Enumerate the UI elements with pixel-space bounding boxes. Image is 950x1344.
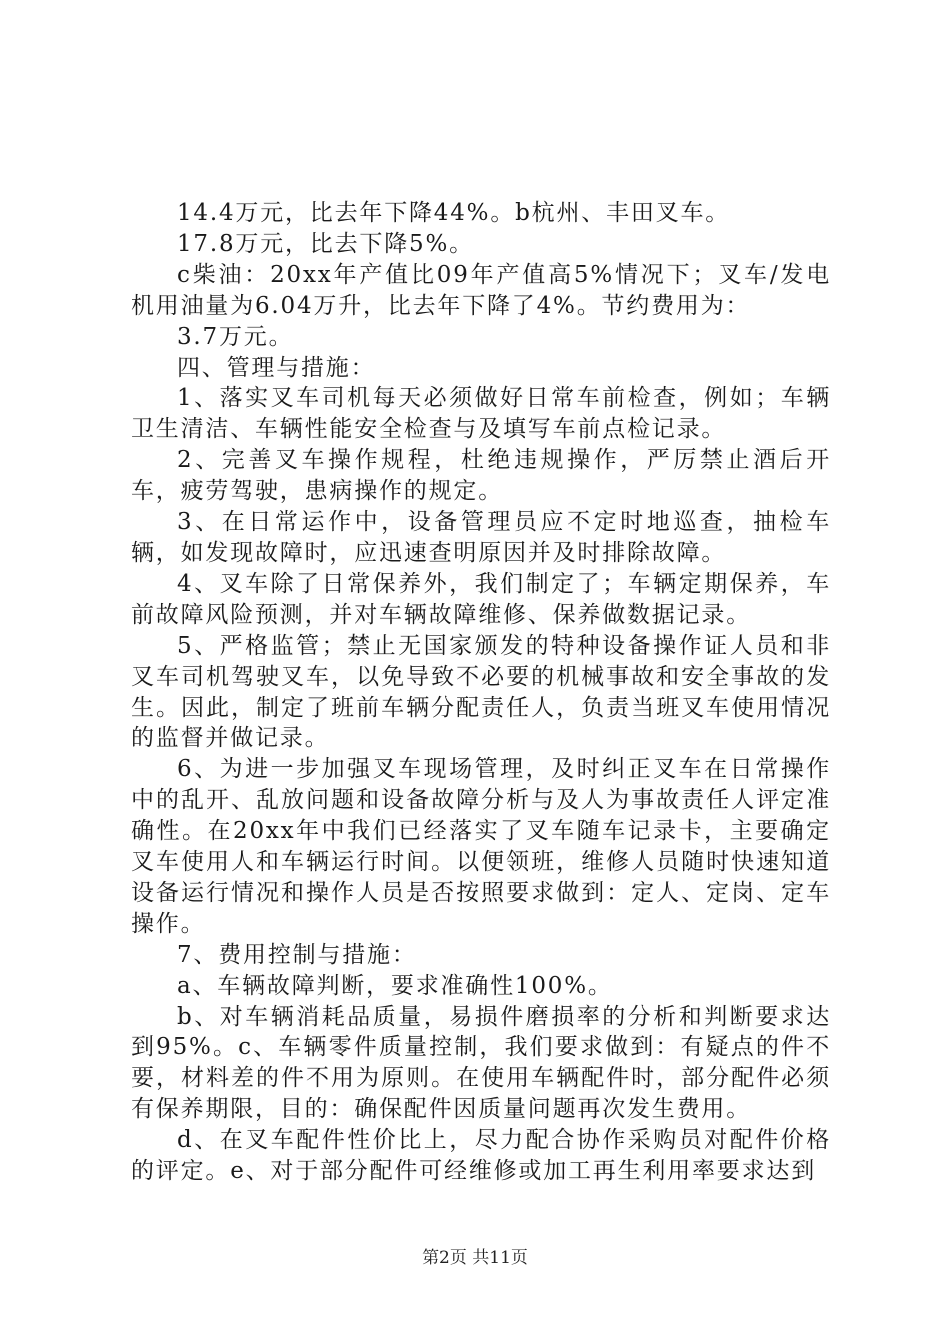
paragraph: 7、费用控制与措施： <box>177 941 417 968</box>
page-footer: 第2页 共11页 <box>422 1248 528 1268</box>
paragraph: b、对车辆消耗品质量，易损件磨损率的分析和判断要求达到95%。c、车辆零件质量控制，我们要求做到：有疑点的件不要，材料差的件不用为原则。在使用车辆配件时，部分配件必须有保养期限，目的：确保配件因质量问题再次发生费用。 <box>131 1003 831 1123</box>
paragraph: 4、叉车除了日常保养外，我们制定了；车辆定期保养，车前故障风险预测，并对车辆故障维修、保养做数据记录。 <box>131 570 831 628</box>
paragraph: 2、完善叉车操作规程，杜绝违规操作，严厉禁止酒后开车，疲劳驾驶，患病操作的规定。 <box>131 447 831 505</box>
document-body <box>131 198 831 1187</box>
paragraph: c柴油：20xx年产值比09年产值高5%情况下；叉车/发电机用油量为6.04万升，比去年下降了4%。节约费用为： <box>131 261 831 319</box>
paragraph: 17.8万元，比去下降5%。 <box>177 230 474 257</box>
paragraph: 6、为进一步加强叉车现场管理，及时纠正叉车在日常操作中的乱开、乱放问题和设备故障分析与及人为事故责任人评定准确性。在20xx年中我们已经落实了叉车随车记录卡，主要确定叉车使用人和车辆运行时间。以便领班，维修人员随时快速知道设备运行情况和操作人员是否按照要求做到：定人、定岗、定车操作。 <box>131 756 831 937</box>
paragraph: 1、落实叉车司机每天必须做好日常车前检查，例如；车辆卫生清洁、车辆性能安全检查与及填写车前点检记录。 <box>131 385 831 443</box>
paragraph: 14.4万元，比去年下降44%。b杭州、丰田叉车。 <box>177 200 731 226</box>
paragraph: d、在叉车配件性价比上，尽力配合协作采购员对配件价格的评定。e、对于部分配件可经维修或加工再生利用率要求达到 <box>131 1127 831 1185</box>
paragraph: a、车辆故障判断，要求准确性100%。 <box>177 972 613 999</box>
paragraph: 3.7万元。 <box>177 323 294 350</box>
paragraph: 3、在日常运作中，设备管理员应不定时地巡查，抽检车辆，如发现故障时，应迅速查明原因并及时排除故障。 <box>131 509 831 566</box>
section-heading: 四、管理与措施： <box>177 354 376 381</box>
paragraph: 5、严格监管；禁止无国家颁发的特种设备操作证人员和非叉车司机驾驶叉车，以免导致不必要的机械事故和安全事故的发生。因此，制定了班前车辆分配责任人，负责当班叉车使用情况的监督并做记录。 <box>131 632 831 752</box>
